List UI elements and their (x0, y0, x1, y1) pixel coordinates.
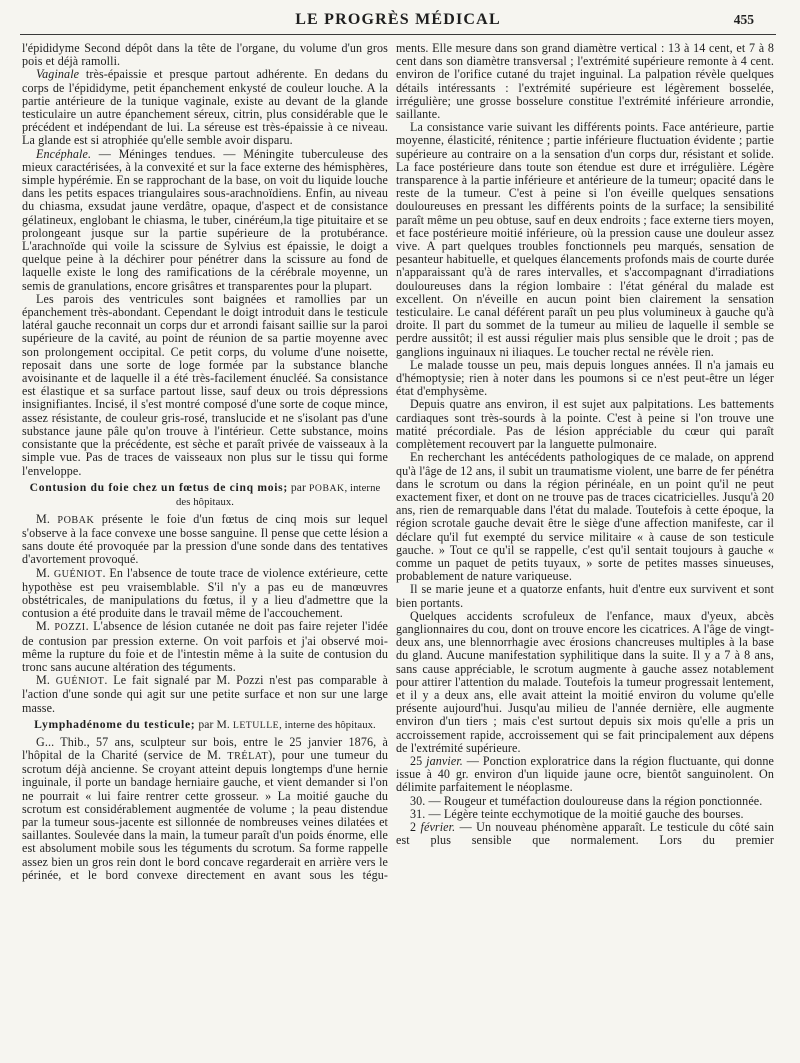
entry-text: — Un nouveau phénomène apparaît. Le testicule du côté sain est plus sensible que normalement. Lors du premier (396, 819, 774, 848)
surgeon-name: TRÉLAT (227, 750, 269, 762)
speaker-prefix: M. (36, 565, 54, 580)
entry-day: 30. (410, 793, 426, 808)
left-column (22, 42, 388, 882)
paragraph-consistance: La consistance varie suivant les différents points. Face antérieure, partie moyenne, élasticité, rénitence ; partie inférieure fluctuation évidente ; partie supérieure au contraire on a la sensation d'un corps dur, résistant et solide. La face postérieure dans toute son étendue est dure et irrégulière. Légère transparence à la partie inférieure et antérieure de la tumeur; opacité dans le reste de la tumeur. C'est à peine si l'on éveille quelques sensations douloureuses en pressant les différents points de la surface; la sensibilité paraît même un peu obtuse, sauf en deux endroits ; face externe tiers moyen, et face postérieure moitié inférieure, où la pression cause une douleur assez vive. A part quelques troubles fonctionnels peu marqués, sensation de pesanteur habituelle, et quelques élancements profonds mais de courte durée n'apparaissant qu'à de rares intervalles, et s'accompagnant d'irradiations douloureuses dans la région lombaire : l'état général du malade est excellent. On n'éveille en aucun point bien clairement la sensation testiculaire. Le canal déférent paraît un peu plus volumineux à gauche qu'à droite. Il part du sommet de la tumeur au milieu de laquelle il semble se perdre aussitôt; il est aussi régulier mais plus sensible que le droit ; pas de ganglions inguinaux ni iliaques. Le toucher rectal ne révèle rien. (396, 120, 775, 359)
entry-day: 31. (410, 806, 426, 821)
paragraph-accidents: Quelques accidents scrofuleux de l'enfance, maux d'yeux, abcès ganglionnaires du cou, dont on trouve encore les cicatrices. A l'âge de vingt-deux ans, une blennorrhagie avec érosions chancreuses multiples à la base du gland. Aucune manifestation syphilitique dans la suite. Il y a 7 à 8 ans, sans cause appréciable, le scrotum augmente à gauche assez notablement pour attirer l'attention du malade. Toutefois la tumeur progressait lentement, et il y a deux ans, elle avait atteint la moitié environ du volume qu'elle présente aujourd'hui. Jusqu'au milieu de l'année dernière, elle augmente environ d'un tiers ; mais c'est surtout depuis six mois qu'elle a pris un accroissement rapide, accroissement qui se fait principalement aux dépens de l'extrémité supérieure. (396, 608, 774, 755)
paragraph-antecedents: En recherchant les antécédents pathologiques de ce malade, on apprend qu'à l'âge de 12 ans, il subit un traumatisme violent, une barre de fer pénétra dans le scrotum ou dans la région périnéale, en un point qu'il ne peut exactement fixer, et dont on ne trouve pas de traces cicatricielles. Jusqu'à 20 ans, rien de remarquable dans l'état du malade. Toutefois à cette époque, la région scrotale gauche devait être le siège d'une affection manifeste, car il déclare qu'il fut exempté du service militaire « à cause de son testicule gauche. » Tout ce qu'il se rappelle, c'est qu'il sentait toujours à gauche « comme un paquet de petits tuyaux, » sorte de petites masses sinueuses, probablement de nature variqueuse. (396, 450, 774, 584)
speaker-name: GUÉNIOT (53, 568, 103, 580)
remark-text: . L'absence de lésion cutanée ne doit pas faire rejeter l'idée de contusion par pression externe. On voit parfois et j'ai observé moi-même la rupture du foie et de l'intestin même à la suite de contusion du tronc sans aucune altération des téguments. (22, 619, 388, 674)
author-role: , interne des hôpitaux. (175, 481, 381, 508)
speaker-name: GUÉNIOT (55, 676, 105, 688)
entry-month: février. (416, 819, 456, 834)
paragraph-famille: Il se marie jeune et a quatorze enfants, huit d'entre eux survivent et sont bien portants. (396, 582, 774, 610)
dated-entry-25-janvier (396, 755, 774, 795)
remark-text: . Le fait signalé par M. Pozzi n'est pas comparable à l'action d'une sonde qui agit sur une petite surface et non sur une large masse. (22, 673, 388, 715)
author-role: , interne des hôpitaux. (279, 718, 376, 731)
remark-pozzi (22, 620, 388, 674)
section-heading-lymphadenome (22, 718, 388, 732)
speaker-prefix: M. (36, 619, 55, 634)
byline: par M. (195, 717, 233, 731)
paragraph-text: très-épaissie et presque partout adhérente. En dedans du corps de l'épididyme, petit épanchement enkysté de couleur louche. A la partie antérieure de la tunique vaginale, existe au devant de la glande testiculaire un autre épanchement séreux, citrin, plus considérable que le précédent et indépendant de lui. La séreuse est très-épaissie à ce niveau. La glande est si atrophiée qu'elle semble avoir disparu. (22, 67, 388, 148)
remark-pobak (22, 513, 388, 567)
paragraph-text: — Méninges tendues. — Méningite tuberculeuse des mieux caractérisées, à la convexité et sur la face externe des hémisphères, simple hypérémie. En se rapprochant de la base, on voit du liquide louche dans les petits espaces triangulaires sous-arachnoïdiens. Enfin, au niveau du chiasma, exsudat jaune verdâtre, opaque, d'aspect et de consistance gélatineux, englobant le chiasma, le tuber, cinéréum,la tige pituitaire et se prolongeant jusque sur la partie supérieure de la protubérance. L'arachnoïde qui voile la scissure de Sylvius est épaissie, le doigt a quelque peine à la déchirer pour pénétrer dans la scissure au fond de laquelle existe le long des ramifications de la cérébrale moyenne, un semis de granulations, encore grisâtres et transparentes pour la plupart. (22, 146, 388, 293)
paragraph-text: G... Thib., 57 ans, sculpteur sur bois, entre le 25 janvier 1876, à l'hôpital de la Charité (service de M. (22, 734, 388, 762)
paragraph-palpitations: Depuis quatre ans environ, il est sujet aux palpitations. Les battements cardiaques sont très-sourds à la pointe. C'est à peine si l'on trouve une matité précordiale. Pas de lésion appréciable du cœur qui paraît complètement recouvert par la languette pulmonaire. (396, 397, 774, 452)
remark-text: . En l'absence de toute trace de violence extérieure, cette hypothèse est peu vraisemblable. S'il n'y a pas eu de manœuvres obstétricales, de manipulations du fœtus, il y a lieu d'admettre que la contusion a été produite dans le travail même de l'accouchement. (22, 565, 388, 621)
running-header (20, 4, 776, 35)
page-number: 455 (733, 12, 754, 27)
section-title: Lymphadénome du testicule; (34, 717, 196, 731)
journal-title: LE PROGRÈS MÉDICAL (295, 11, 501, 28)
paragraph-text: ), pour une tumeur du scrotum déjà ancienne. Se croyant atteint depuis longtemps d'une hernie inguinale, il porte un bandage herniaire gauche, et vient demander si l'on ne pourrait « lui faire rentrer cette grosseur. » La moitié gauche du scrotum est considérablement augmentée de volume ; la peau distendue par la tumeur sous-jacente est sillonnée de nombreuses veines dilatées et saillantes. Soulevée dans la main, la tumeur paraît d'un poids énorme, elle est absolument mobile sous les téguments du scrotum. Sa forme rappelle assez bien un gros rein dont le bord concave regarderait en arrière vers le périnée, et le bord convexe directement en avant sous les tégu- (22, 747, 388, 882)
entry-month: janvier. (422, 753, 463, 768)
paragraph-toux: Le malade tousse un peu, mais depuis longues années. Il n'a jamais eu d'hémoptysie; rien à noter dans les poumons si ce n'est peut-être un léger état d'emphysème. (396, 357, 774, 399)
paragraph-ventricules: Les parois des ventricules sont baignées et ramollies par un épanchement très-abondant. Cependant le doigt introduit dans le testicule latéral gauche reconnait un corps dur et arrondi faisant saillie sur la paroi supérieure de la cavité, au point de réunion de sa partie moyenne avec son prolongement occipital. Ce petit corps, du volume d'une noisette, reposait dans une sorte de loge formée par la substance blanche avoisinante et de laquelle il a été très-facilement énucléé. Sa consistance est élastique et sa surface partout lisse, sauf deux ou trois dépressions insignifiantes. Incisé, il s'est montré composé d'une sorte de coque mince, assez résistante, de couleur gris-rosé, translucide et ne s'isolant pas d'une substance jaune pâle qu'on trouve à l'intérieur. Cette substance, moins consistante que la précédente, est sèche et paraît privée de vaisseaux à la simple vue. Pas de traces de vaisseaux non plus sur le tissu qui forme l'enveloppe. (22, 291, 388, 478)
lead-term-encephale: Encéphale. (36, 146, 92, 161)
dated-entry-2-fevrier (396, 821, 774, 847)
section-heading-contusion (22, 481, 388, 509)
paragraph-vaginale (22, 68, 388, 147)
paragraph-epididyme: l'épididyme Second dépôt dans la tête de l'organe, du volume d'un gros pois et déjà ramolli. (22, 41, 388, 69)
lead-term-vaginale: Vaginale (36, 67, 80, 82)
speaker-name: POBAK (57, 514, 95, 526)
entry-day: 25 (410, 753, 423, 768)
entry-text: — Ponction exploratrice dans la région fluctuante, qui donne issue à 40 gr. environ d'un liquide jaune ocre, bientôt sanguinolent. On délimite parfaitement le néoplasme. (396, 753, 774, 795)
paragraph-tumor-measurements: ments. Elle mesure dans son grand diamètre vertical : 13 à 14 cent, et 7 à 8 cent dans son diamètre transversal ; l'extrémité supérieure remonte à 4 cent. environ de l'orifice cutané du trajet inguinal. La palpation révèle quelques détails intéressants : l'extrémité supérieure est légèrement bosselée, irrégulière; une grosse bosselure constitue l'extrémité inférieure arrondie, saillante. (396, 41, 774, 122)
byline: par (287, 480, 310, 494)
speaker-prefix: M. (36, 511, 58, 526)
paragraph-encephale (22, 148, 388, 293)
entry-day: 2 (410, 819, 417, 834)
section-title: Contusion du foie chez un fœtus de cinq mois; (29, 480, 288, 494)
remark-text: présente le foie d'un fœtus de cinq mois sur lequel s'observe à la face convexe une bosse sanguine. Il pense que cette lésion a sans doute été provoquée par la pression d'une sonde dans des tentatives d'avortement provoqué. (22, 511, 388, 567)
right-column (396, 42, 774, 847)
remark-gueniot-reply (22, 674, 388, 715)
entry-text: — Rougeur et tuméfaction douloureuse dans la région ponctionnée. (425, 793, 763, 808)
paragraph-case-intro (22, 736, 388, 882)
speaker-name: POZZI (54, 622, 86, 634)
speaker-prefix: M. (36, 673, 56, 688)
remark-gueniot (22, 567, 388, 621)
entry-text: — Légère teinte ecchymotique de la moitié gauche des bourses. (425, 806, 744, 821)
author-name: LETULLE (232, 719, 280, 731)
author-name: POBAK (309, 482, 345, 494)
